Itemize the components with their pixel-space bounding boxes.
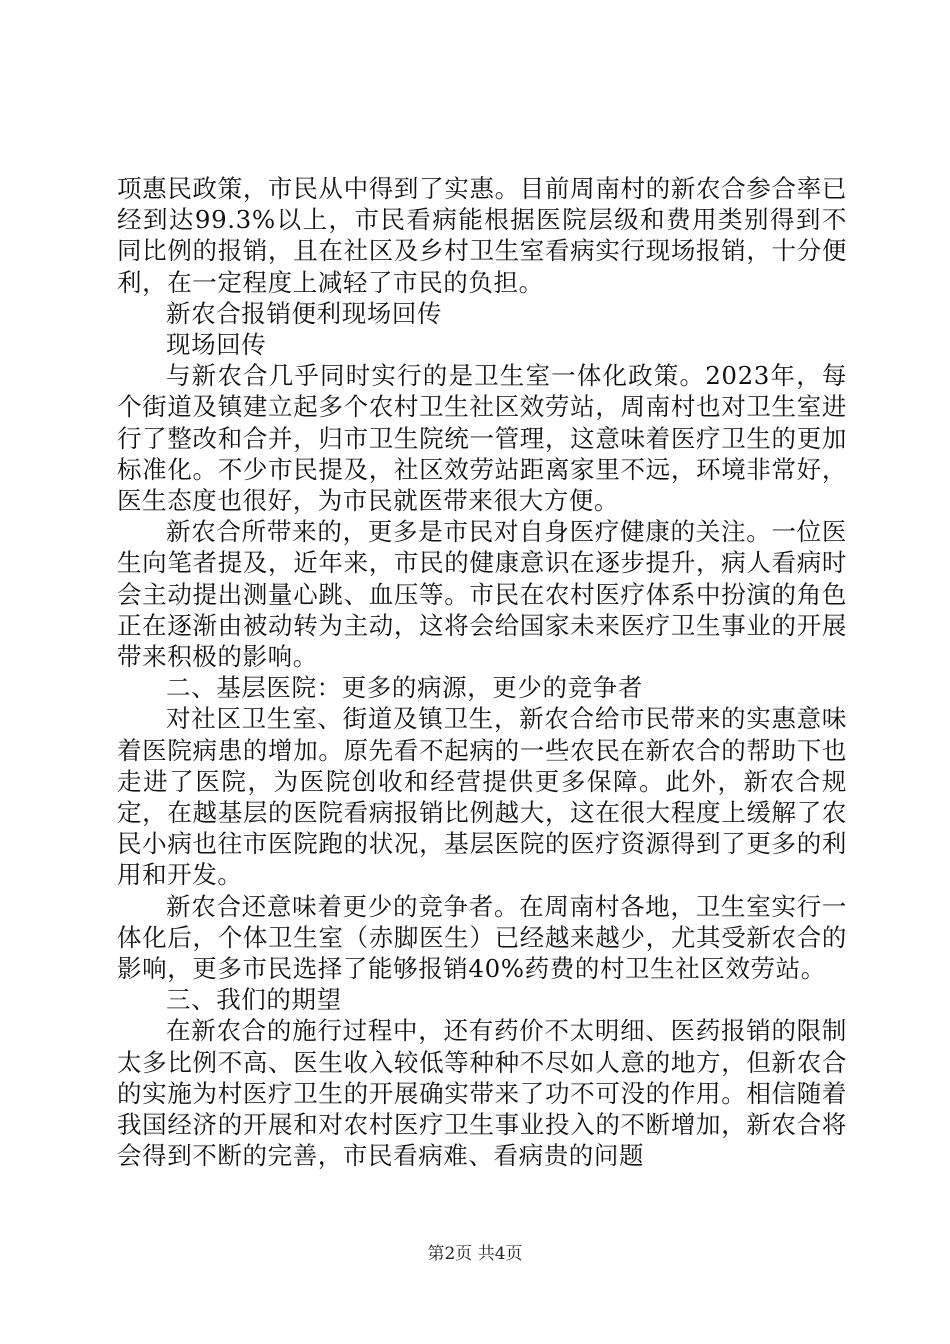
body-text	[117, 173, 847, 1172]
paragraph: 新农合还意味着更少的竞争者。在周南村各地，卫生室实行一体化后，个体卫生室（赤脚医生）已经越来越少，尤其受新农合的影响，更多市民选择了能够报销40%药费的村卫生社区效劳站。	[117, 891, 847, 984]
paragraph: 在新农合的施行过程中，还有药价不太明细、医药报销的限制太多比例不高、医生收入较低等种种不尽如人意的地方，但新农合的实施为村医疗卫生的开展确实带来了功不可没的作用。相信随着我国经济的开展和对农村医疗卫生事业投入的不断增加，新农合将会得到不断的完善，市民看病难、看病贵的问题	[117, 1016, 847, 1171]
paragraph-continued: 项惠民政策，市民从中得到了实惠。目前周南村的新农合参合率已经到达99.3%以上，市民看病能根据医院层级和费用类别得到不同比例的报销，且在社区及乡村卫生室看病实行现场报销，十分便利，在一定程度上减轻了市民的负担。	[117, 174, 847, 297]
paragraph-subheading: 新农合报销便利现场回传	[166, 298, 443, 328]
paragraph: 对社区卫生室、街道及镇卫生，新农合给市民带来的实惠意味着医院病患的增加。原先看不起病的一些农民在新农合的帮助下也走进了医院，为医院创收和经营提供更多保障。此外，新农合规定，在越基层的医院看病报销比例越大，这在很大程度上缓解了农民小病也往市医院跑的状况，基层医院的医疗资源得到了更多的利用和开发。	[117, 704, 847, 890]
section-heading: 二、基层医院：更多的病源，更少的竞争者	[166, 673, 643, 703]
section-heading: 三、我们的期望	[166, 985, 342, 1015]
paragraph: 新农合所带来的，更多是市民对自身医疗健康的关注。一位医生向笔者提及，近年来，市民的健康意识在逐步提升，病人看病时会主动提出测量心跳、血压等。市民在农村医疗体系中扮演的角色正在逐渐由被动转为主动，这将会给国家未来医疗卫生事业的开展带来积极的影响。	[117, 517, 847, 672]
paragraph-subheading: 现场回传	[166, 330, 267, 360]
paragraph: 与新农合几乎同时实行的是卫生室一体化政策。2023年，每个街道及镇建立起多个农村卫生社区效劳站，周南村也对卫生室进行了整改和合并，归市卫生院统一管理，这意味着医疗卫生的更加标准化。不少市民提及，社区效劳站距离家里不远，环境非常好，医生态度也很好，为市民就医带来很大方便。	[117, 361, 847, 516]
page-number-footer: 第2页 共4页	[427, 1244, 523, 1264]
